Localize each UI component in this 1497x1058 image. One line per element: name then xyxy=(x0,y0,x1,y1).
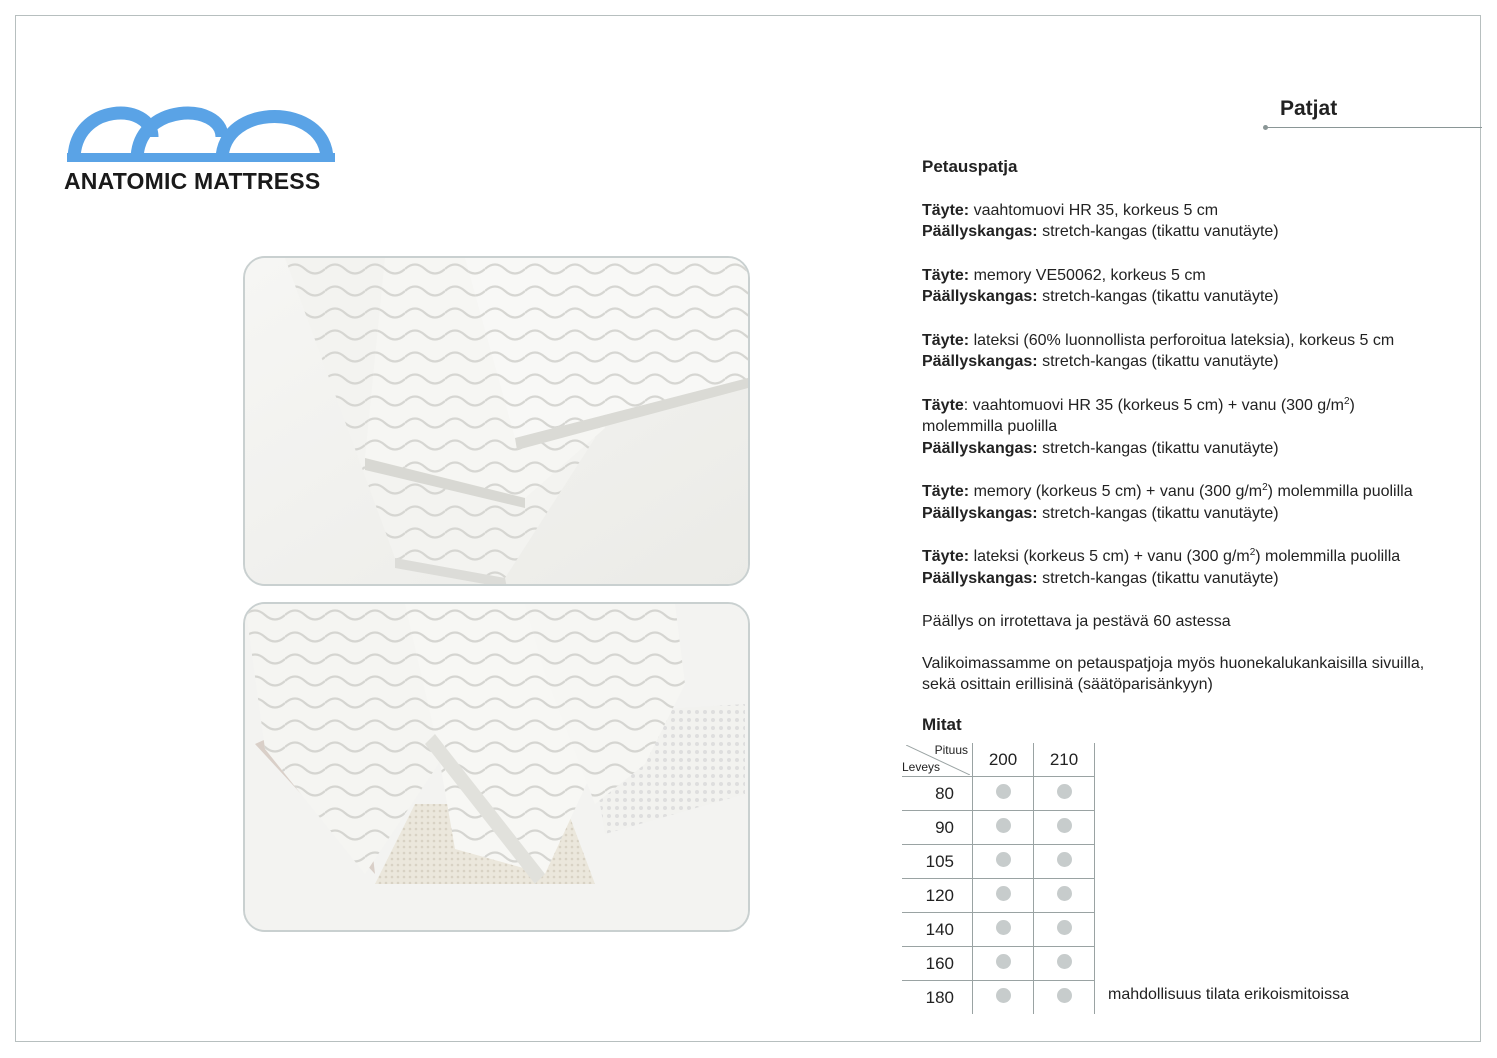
available-dot xyxy=(1057,784,1072,799)
available-dot xyxy=(996,886,1011,901)
brand-name: ANATOMIC MATTRESS xyxy=(64,168,321,194)
cover-label: Päällyskangas: xyxy=(922,223,1038,240)
available-dot xyxy=(996,954,1011,969)
available-dot xyxy=(996,784,1011,799)
fill-text: : vaahtomuovi HR 35 (korkeus 5 cm) + vanu (300 g/m xyxy=(963,396,1344,414)
width-label: Leveys xyxy=(902,760,941,774)
fill-label: Täyte: xyxy=(922,201,970,219)
table-row xyxy=(902,981,1095,1015)
available-dot xyxy=(1057,954,1072,969)
product-title: Petauspatja xyxy=(922,157,1018,176)
option-2 xyxy=(922,265,1472,308)
table-header-row xyxy=(902,743,1095,777)
fill-superscript: 2 xyxy=(1343,395,1350,407)
logo-arches-icon xyxy=(62,92,342,164)
available-dot xyxy=(996,818,1011,833)
width-value: 80 xyxy=(902,777,973,811)
table-corner-cell xyxy=(902,743,973,777)
fill-text: memory VE50062, korkeus 5 cm xyxy=(969,266,1206,284)
available-dot xyxy=(1057,920,1072,935)
fill-label: Täyte: xyxy=(922,548,970,565)
range-note-line-2: sekä osittain erillisinä (säätöparisänkyyn) xyxy=(922,676,1213,693)
brand-logo xyxy=(62,92,342,202)
option-5 xyxy=(922,481,1472,524)
fill-text: memory (korkeus 5 cm) + vanu (300 g/m xyxy=(969,483,1263,500)
cover-label: Päällyskangas: xyxy=(922,353,1038,370)
width-value: 90 xyxy=(902,811,973,845)
fill-superscript: 2 xyxy=(1262,482,1268,493)
special-size-note: mahdollisuus tilata erikoismitoissa xyxy=(1108,986,1349,1003)
cover-label: Päällyskangas: xyxy=(922,504,1038,522)
length-label: Pituus xyxy=(934,743,968,757)
cover-text: stretch-kangas (tikattu vanutäyte) xyxy=(1037,504,1279,522)
dimensions-title: Mitat xyxy=(922,715,962,734)
fill-text-end: ) molemmilla puolilla xyxy=(1255,548,1401,565)
width-value: 140 xyxy=(902,913,973,947)
width-value: 160 xyxy=(902,947,973,981)
fill-text-end: ) molemmilla puolilla xyxy=(1267,483,1413,500)
fill-label: Täyte xyxy=(922,396,964,414)
length-header: 210 xyxy=(1034,743,1095,777)
option-3 xyxy=(922,330,1472,373)
fill-text: vaahtomuovi HR 35, korkeus 5 cm xyxy=(969,201,1219,219)
cover-label: Päällyskangas: xyxy=(922,569,1038,587)
cover-text: stretch-kangas (tikattu vanutäyte) xyxy=(1037,288,1279,305)
available-dot xyxy=(996,852,1011,867)
available-dot xyxy=(996,988,1011,1003)
dimensions-table xyxy=(902,743,1095,1014)
cover-text: stretch-kangas (tikattu vanutäyte) xyxy=(1037,569,1279,587)
range-note-line-1: Valikoimassamme on petauspatjoja myös huonekalukankaisilla sivuilla, xyxy=(922,654,1425,672)
fill-label: Täyte: xyxy=(922,266,970,284)
available-dot xyxy=(1057,818,1072,833)
option-6 xyxy=(922,546,1472,589)
table-row xyxy=(902,879,1095,913)
cover-label: Päällyskangas: xyxy=(922,439,1038,457)
cover-text: stretch-kangas (tikattu vanutäyte) xyxy=(1037,353,1279,370)
section-title: Patjat xyxy=(1280,97,1338,120)
product-description xyxy=(922,156,1472,696)
cover-label: Päällyskangas: xyxy=(922,288,1038,305)
width-value: 180 xyxy=(902,981,973,1015)
width-value: 120 xyxy=(902,879,973,913)
option-1 xyxy=(922,200,1472,243)
title-rule xyxy=(1266,127,1482,128)
length-header: 200 xyxy=(973,743,1034,777)
fill-text: lateksi (60% luonnollista perforoitua lateksia), korkeus 5 cm xyxy=(969,331,1395,349)
fill-text-end: ) xyxy=(1349,396,1355,414)
available-dot xyxy=(1057,886,1072,901)
fill-label: Täyte: xyxy=(922,483,970,500)
fill-label: Täyte: xyxy=(922,331,970,349)
table-row xyxy=(902,777,1095,811)
washing-note: Päällys on irrotettava ja pestävä 60 astessa xyxy=(922,613,1231,630)
fill-text-line-2: molemmilla puolilla xyxy=(922,418,1058,435)
available-dot xyxy=(1057,852,1072,867)
table-row xyxy=(902,845,1095,879)
cover-text: stretch-kangas (tikattu vanutäyte) xyxy=(1037,223,1279,240)
cover-text: stretch-kangas (tikattu vanutäyte) xyxy=(1037,439,1279,457)
product-photo-covers xyxy=(243,602,750,932)
width-value: 105 xyxy=(902,845,973,879)
table-row xyxy=(902,913,1095,947)
available-dot xyxy=(1057,988,1072,1003)
fill-text: lateksi (korkeus 5 cm) + vanu (300 g/m xyxy=(969,548,1250,565)
available-dot xyxy=(996,920,1011,935)
table-row xyxy=(902,811,1095,845)
option-4 xyxy=(922,395,1472,460)
product-photo-stack xyxy=(243,256,750,586)
fill-superscript: 2 xyxy=(1249,547,1256,558)
table-row xyxy=(902,947,1095,981)
